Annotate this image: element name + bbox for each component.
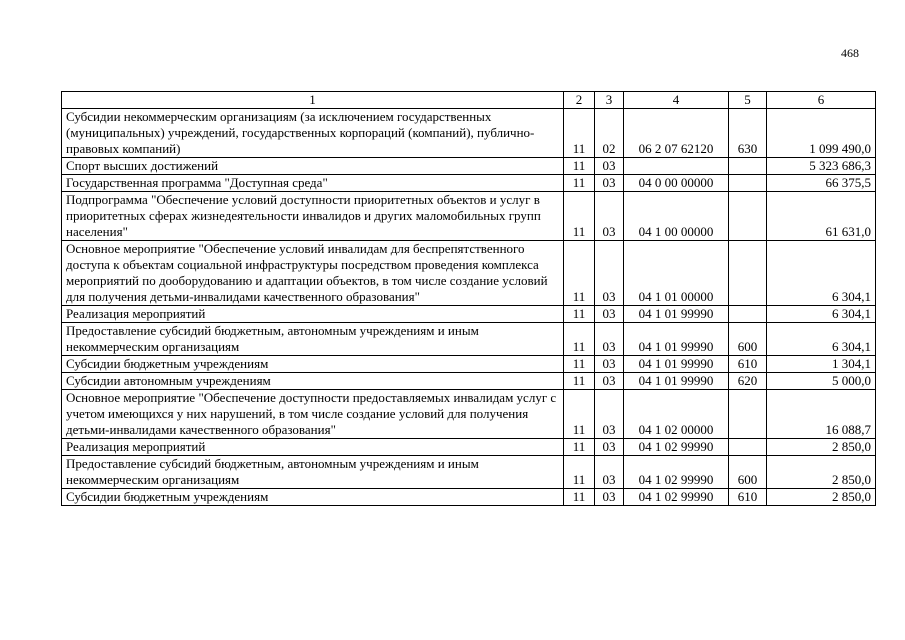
subsection-code: 03	[595, 192, 624, 241]
expense-type-code: 600	[729, 456, 767, 489]
table-row	[62, 158, 876, 175]
target-article-code: 04 1 02 99990	[624, 439, 729, 456]
section-code: 11	[564, 175, 595, 192]
amount: 6 304,1	[767, 323, 876, 356]
section-code: 11	[564, 456, 595, 489]
row-name: Субсидии некоммерческим организациям (за исключением государственных (муниципальных) учреждений, государственных корпораций (компаний), публично-правовых компаний)	[62, 109, 564, 158]
expense-type-code: 600	[729, 323, 767, 356]
section-code: 11	[564, 158, 595, 175]
subsection-code: 03	[595, 356, 624, 373]
section-code: 11	[564, 323, 595, 356]
expense-type-code	[729, 158, 767, 175]
row-name: Государственная программа "Доступная среда"	[62, 175, 564, 192]
column-header: 5	[729, 92, 767, 109]
subsection-code: 03	[595, 373, 624, 390]
section-code: 11	[564, 306, 595, 323]
amount: 66 375,5	[767, 175, 876, 192]
subsection-code: 03	[595, 323, 624, 356]
row-name: Предоставление субсидий бюджетным, автономным учреждениям и иным некоммерческим организациям	[62, 456, 564, 489]
row-name: Субсидии бюджетным учреждениям	[62, 356, 564, 373]
row-name: Субсидии автономным учреждениям	[62, 373, 564, 390]
table-row	[62, 373, 876, 390]
table-row	[62, 456, 876, 489]
header-row	[62, 92, 876, 109]
row-name: Реализация мероприятий	[62, 439, 564, 456]
target-article-code: 04 0 00 00000	[624, 175, 729, 192]
target-article-code: 04 1 00 00000	[624, 192, 729, 241]
amount: 2 850,0	[767, 439, 876, 456]
subsection-code: 03	[595, 456, 624, 489]
expense-type-code	[729, 192, 767, 241]
table-row	[62, 109, 876, 158]
row-name: Субсидии бюджетным учреждениям	[62, 489, 564, 506]
column-header: 1	[62, 92, 564, 109]
budget-table	[61, 91, 876, 506]
column-header: 6	[767, 92, 876, 109]
table-row	[62, 356, 876, 373]
expense-type-code: 610	[729, 489, 767, 506]
target-article-code: 04 1 02 99990	[624, 456, 729, 489]
subsection-code: 03	[595, 439, 624, 456]
amount: 5 000,0	[767, 373, 876, 390]
subsection-code: 03	[595, 241, 624, 306]
expense-type-code	[729, 306, 767, 323]
section-code: 11	[564, 241, 595, 306]
amount: 16 088,7	[767, 390, 876, 439]
target-article-code	[624, 158, 729, 175]
amount: 1 304,1	[767, 356, 876, 373]
row-name: Основное мероприятие "Обеспечение доступности предоставляемых инвалидам услуг с учетом имеющихся у них нарушений, в том числе создание условий для получения детьми-инвалидами качественного образования"	[62, 390, 564, 439]
expense-type-code: 610	[729, 356, 767, 373]
table-body	[62, 109, 876, 506]
subsection-code: 03	[595, 175, 624, 192]
target-article-code: 04 1 01 99990	[624, 323, 729, 356]
table-header	[62, 92, 876, 109]
target-article-code: 04 1 01 99990	[624, 373, 729, 390]
subsection-code: 02	[595, 109, 624, 158]
section-code: 11	[564, 373, 595, 390]
target-article-code: 04 1 02 00000	[624, 390, 729, 439]
page-number: 468	[841, 46, 859, 60]
table-row	[62, 323, 876, 356]
expense-type-code: 630	[729, 109, 767, 158]
table-row	[62, 241, 876, 306]
table-row	[62, 306, 876, 323]
target-article-code: 04 1 01 99990	[624, 306, 729, 323]
column-header: 2	[564, 92, 595, 109]
amount: 6 304,1	[767, 241, 876, 306]
row-name: Спорт высших достижений	[62, 158, 564, 175]
subsection-code: 03	[595, 489, 624, 506]
subsection-code: 03	[595, 158, 624, 175]
target-article-code: 04 1 01 00000	[624, 241, 729, 306]
target-article-code: 04 1 01 99990	[624, 356, 729, 373]
amount: 61 631,0	[767, 192, 876, 241]
row-name: Предоставление субсидий бюджетным, автономным учреждениям и иным некоммерческим организациям	[62, 323, 564, 356]
table-row	[62, 175, 876, 192]
table-row	[62, 390, 876, 439]
section-code: 11	[564, 390, 595, 439]
section-code: 11	[564, 356, 595, 373]
subsection-code: 03	[595, 390, 624, 439]
section-code: 11	[564, 439, 595, 456]
section-code: 11	[564, 489, 595, 506]
column-header: 3	[595, 92, 624, 109]
table-row	[62, 439, 876, 456]
row-name: Основное мероприятие "Обеспечение условий инвалидам для беспрепятственного доступа к объектам социальной инфраструктуры посредством проведения комплекса мероприятий по дооборудованию и адаптации объектов, в том числе создание условий для получения детьми-инвалидами качественного образования"	[62, 241, 564, 306]
amount: 6 304,1	[767, 306, 876, 323]
expense-type-code	[729, 175, 767, 192]
expense-type-code	[729, 439, 767, 456]
amount: 1 099 490,0	[767, 109, 876, 158]
table-row	[62, 192, 876, 241]
column-header: 4	[624, 92, 729, 109]
section-code: 11	[564, 109, 595, 158]
section-code: 11	[564, 192, 595, 241]
amount: 2 850,0	[767, 456, 876, 489]
target-article-code: 04 1 02 99990	[624, 489, 729, 506]
expense-type-code	[729, 241, 767, 306]
expense-type-code	[729, 390, 767, 439]
expense-type-code: 620	[729, 373, 767, 390]
subsection-code: 03	[595, 306, 624, 323]
row-name: Подпрограмма "Обеспечение условий доступности приоритетных объектов и услуг в приоритетных сферах жизнедеятельности инвалидов и других маломобильных групп населения"	[62, 192, 564, 241]
target-article-code: 06 2 07 62120	[624, 109, 729, 158]
amount: 5 323 686,3	[767, 158, 876, 175]
row-name: Реализация мероприятий	[62, 306, 564, 323]
amount: 2 850,0	[767, 489, 876, 506]
table-row	[62, 489, 876, 506]
